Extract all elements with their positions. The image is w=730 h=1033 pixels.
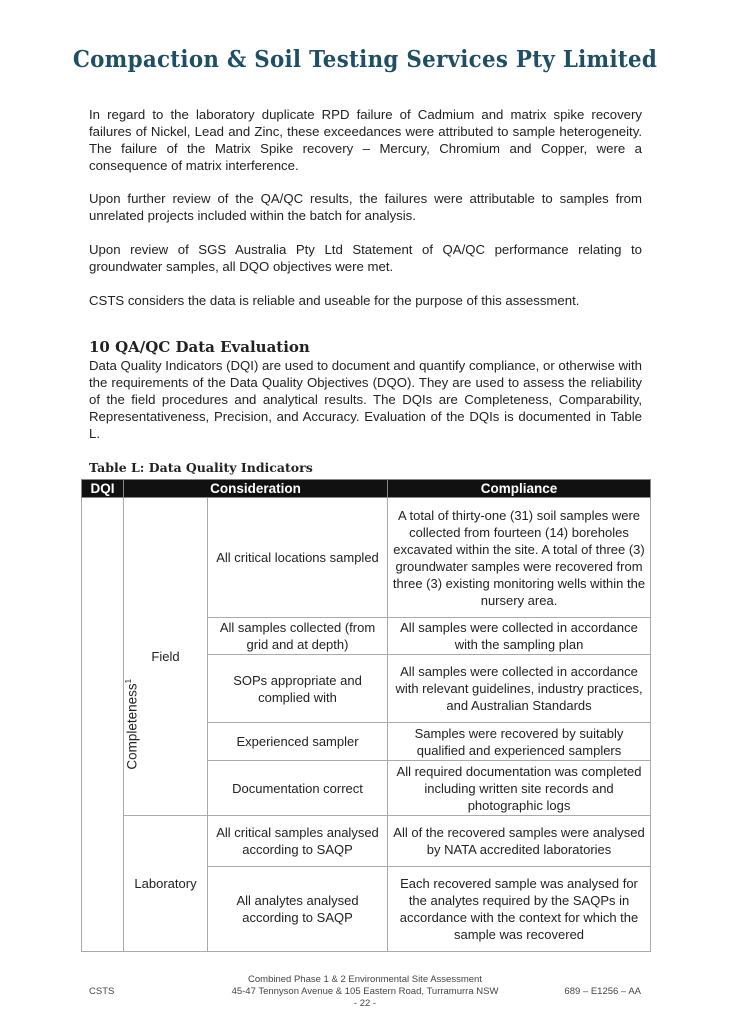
table-caption: Table L: Data Quality Indicators (89, 460, 313, 475)
compliance-cell: All samples were collected in accordance with relevant guidelines, industry practices, and Australian Standards (388, 655, 651, 723)
table-row (82, 498, 651, 618)
paragraph-further-review: Upon further review of the QA/QC results, the failures were attributable to samples from unrelated projects included within the batch for analysis. (89, 191, 642, 223)
footer-address: 45-47 Tennyson Avenue & 105 Eastern Road, Turramurra NSW (231, 986, 499, 997)
company-header: Compaction & Soil Testing Services Pty Limited (72, 46, 658, 73)
compliance-cell: Each recovered sample was analysed for the analytes required by the SAQPs in accordance with the context for which the sample was recovered (388, 867, 651, 952)
header-compliance: Compliance (388, 480, 651, 498)
consideration-cell: All analytes analysed according to SAQP (208, 867, 388, 952)
footer-right: 689 – E1256 – AA (564, 986, 641, 997)
compliance-cell: Samples were recovered by suitably qualified and experienced samplers (388, 723, 651, 761)
dqi-cell (82, 498, 140, 952)
page-number: - 22 - (353, 998, 377, 1009)
compliance-cell: All required documentation was completed including written site records and photographic logs (388, 761, 651, 816)
section-body: Data Quality Indicators (DQI) are used to document and quantify compliance, or otherwise with the requirements of the Data Quality Objectives (DQO). They are used to assess the reliability of the field procedures and analytical results. The DQIs are Completeness, Comparability, Representativeness, Precision, and Accuracy. Evaluation of the DQIs is documented in Table L. (89, 358, 642, 441)
consideration-cell: Experienced sampler (208, 723, 388, 761)
compliance-cell: A total of thirty-one (31) soil samples were collected from fourteen (14) boreholes excavated within the site. A total of three (3) groundwater samples were recovered from three (3) existing monitoring wells within the nursery area. (388, 498, 651, 618)
footer-left: CSTS (89, 986, 115, 997)
paragraph-csts-conclusion: CSTS considers the data is reliable and useable for the purpose of this assessment. (89, 293, 580, 308)
section-heading: 10 QA/QC Data Evaluation (89, 338, 310, 356)
header-consideration: Consideration (124, 480, 388, 498)
compliance-cell: All samples were collected in accordance with the sampling plan (388, 618, 651, 655)
consideration-cell: Documentation correct (208, 761, 388, 816)
table-header-row (82, 480, 651, 498)
footer-title: Combined Phase 1 & 2 Environmental Site Assessment (248, 974, 482, 985)
dqi-label-vertical: Completeness$^1$ (124, 679, 140, 770)
group-laboratory: Laboratory (124, 816, 208, 952)
paragraph-sgs-review: Upon review of SGS Australia Pty Ltd Statement of QA/QC performance relating to groundwater samples, all DQO objectives were met. (89, 242, 642, 274)
table-row (82, 816, 651, 867)
consideration-cell: All critical samples analysed according to SAQP (208, 816, 388, 867)
compliance-cell: All of the recovered samples were analysed by NATA accredited laboratories (388, 816, 651, 867)
paragraph-rpd-failure: In regard to the laboratory duplicate RPD failure of Cadmium and matrix spike recovery failures of Nickel, Lead and Zinc, these exceedances were attributed to sample heterogeneity. The failure of the Matrix Spike recovery – Mercury, Chromium and Copper, were a consequence of matrix interference. (89, 107, 642, 173)
consideration-cell: All critical locations sampled (208, 498, 388, 618)
header-dqi: DQI (82, 480, 124, 498)
consideration-cell: SOPs appropriate and complied with (208, 655, 388, 723)
group-field: Field (124, 498, 208, 816)
dqi-table (81, 479, 651, 952)
consideration-cell: All samples collected (from grid and at depth) (208, 618, 388, 655)
